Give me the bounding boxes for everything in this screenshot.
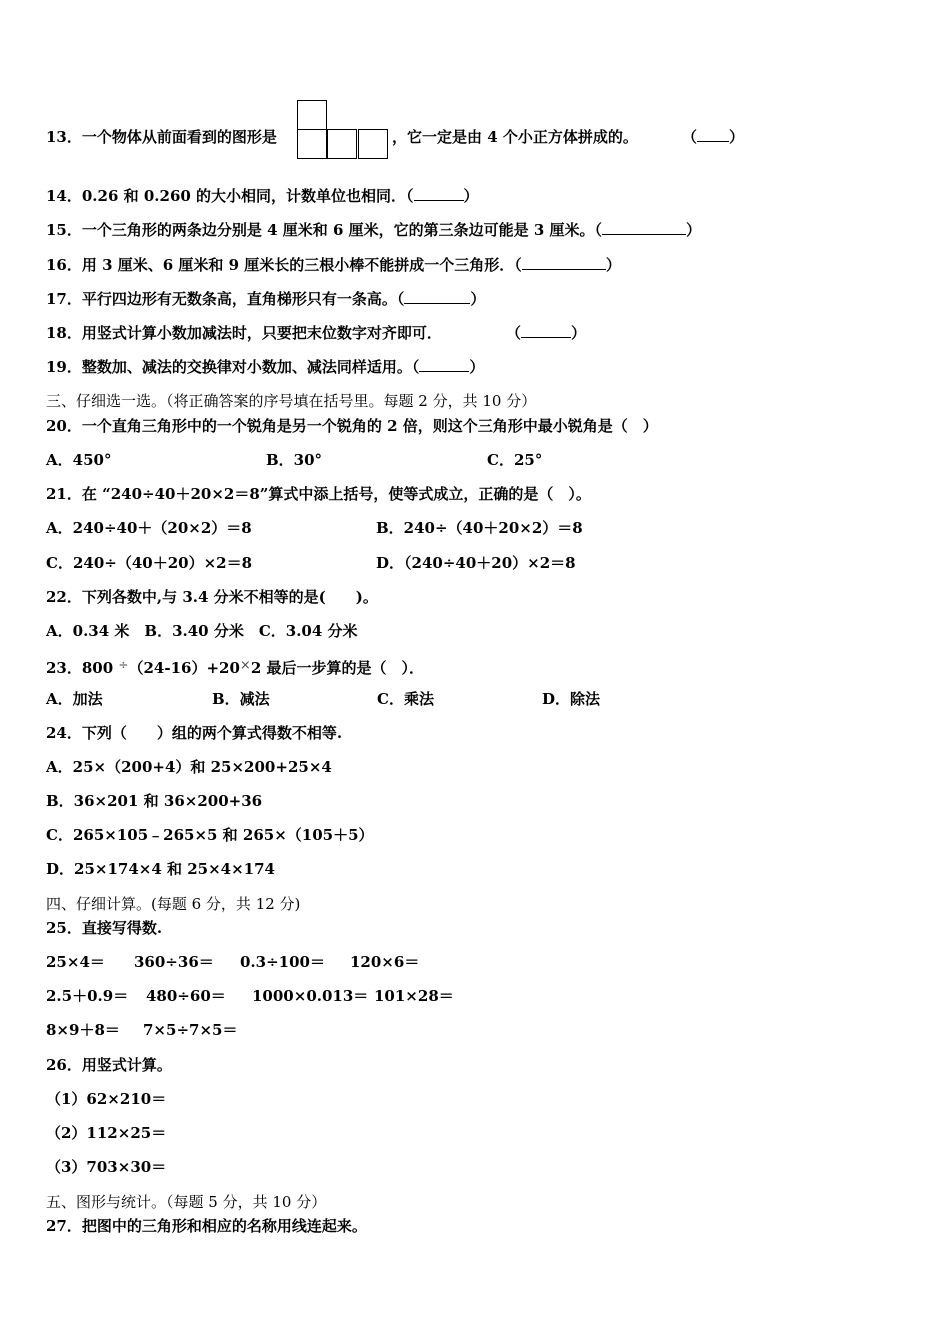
q26-item-2: （2）112×25＝ [46,1124,167,1142]
q23-option-b[interactable]: B．减法 [212,690,270,708]
q21-option-c[interactable]: C．240÷（40＋20）×2＝8 [46,554,253,572]
q21-option-a[interactable]: A．240÷40＋（20×2）＝8 [46,519,252,537]
question-18: 18．用竖式计算小数加减法时，只要把末位数字对齐即可． [46,324,442,342]
question-27: 27．把图中的三角形和相应的名称用线连起来。 [46,1217,367,1235]
q23-option-c[interactable]: C．乘法 [377,690,434,708]
question-21: 21．在 “240÷40＋20×2＝8”算式中添上括号，使等式成立，正确的是（ ）。 [46,485,591,503]
question-26: 26．用竖式计算。 [46,1056,172,1074]
calc-item: 0.3÷100＝ [240,953,325,971]
q22-options[interactable]: A．0.34 米 B．3.40 分米 C．3.04 分米 [46,622,358,640]
question-24: 24．下列（ ）组的两个算式得数不相等. [46,724,343,742]
calc-item: 120×6＝ [350,953,420,971]
figure-cell-bottom-1 [297,129,327,159]
figure-cell-top [297,100,327,130]
section-3-heading: 三、仔细选一选。（将正确答案的序号填在括号里。每题 2 分，共 10 分） [46,392,537,410]
calc-item: 480÷60＝ [146,987,226,1005]
question-16[interactable]: 16．用 3 厘米、6 厘米和 9 厘米长的三根小棒不能拼成一个三角形．（ ） [46,256,621,274]
divide-sign: ÷ [118,658,129,672]
question-25: 25．直接写得数. [46,919,163,937]
calc-item: 101×28＝ [374,987,454,1005]
question-20: 20．一个直角三角形中的一个锐角是另一个锐角的 2 倍，则这个三角形中最小锐角是（ ） [46,417,658,435]
q24-option-a[interactable]: A．25×（200+4）和 25×200+25×4 [46,758,332,776]
question-13-answer[interactable]: （ ） [682,128,745,146]
question-22: 22．下列各数中,与 3.4 分米不相等的是( )。 [46,588,378,606]
question-13 [46,127,277,147]
q24-option-b[interactable]: B．36×201 和 36×200+36 [46,792,263,810]
calc-item: 7×5÷7×5＝ [143,1021,238,1039]
q21-option-d[interactable]: D．（240÷40＋20）×2＝8 [376,554,576,572]
figure-cell-bottom-2 [327,129,357,159]
q23-option-a[interactable]: A．加法 [46,690,103,708]
q20-option-a[interactable]: A．450° [46,451,112,469]
q24-option-d[interactable]: D．25×174×4 和 25×4×174 [46,860,275,878]
q20-option-c[interactable]: C．25° [487,451,543,469]
times-sign: × [239,658,251,673]
question-19[interactable]: 19．整数加、减法的交换律对小数加、减法同样适用。（ ） [46,358,485,376]
calc-item: 25×4＝ [46,953,105,971]
q26-item-3: （3）703×30＝ [46,1158,167,1176]
question-18-answer[interactable]: （ ） [506,324,587,342]
q26-item-1: （1）62×210＝ [46,1090,167,1108]
question-23: 23．800 ÷（24-16）+20×2 最后一步算的是（ ）． [46,658,424,677]
question-15[interactable]: 15．一个三角形的两条边分别是 4 厘米和 6 厘米，它的第三条边可能是 3 厘米。（ ） [46,221,702,239]
question-14[interactable]: 14．0.26 和 0.260 的大小相同，计数单位也相同．（ ） [46,187,479,205]
q20-option-b[interactable]: B．30° [266,451,323,469]
question-17[interactable]: 17．平行四边形有无数条高，直角梯形只有一条高。（ ） [46,290,486,308]
calc-item: 2.5＋0.9＝ [46,987,129,1005]
question-13-prefix: 13．一个物体从前面看到的图形是 [46,128,277,146]
q24-option-c[interactable]: C．265×105﹣265×5 和 265×（105＋5） [46,826,374,844]
calc-item: 8×9＋8＝ [46,1021,120,1039]
calc-item: 1000×0.013＝ [252,987,369,1005]
question-13-suffix: ，它一定是由 4 个小正方体拼成的。 [392,128,638,146]
section-4-heading: 四、仔细计算。(每题 6 分，共 12 分) [46,895,301,913]
figure-cell-bottom-3 [358,129,388,159]
q21-option-b[interactable]: B．240÷（40＋20×2）＝8 [376,519,583,537]
section-5-heading: 五、图形与统计。（每题 5 分，共 10 分） [46,1193,327,1211]
q23-option-d[interactable]: D．除法 [542,690,601,708]
calc-item: 360÷36＝ [134,953,214,971]
